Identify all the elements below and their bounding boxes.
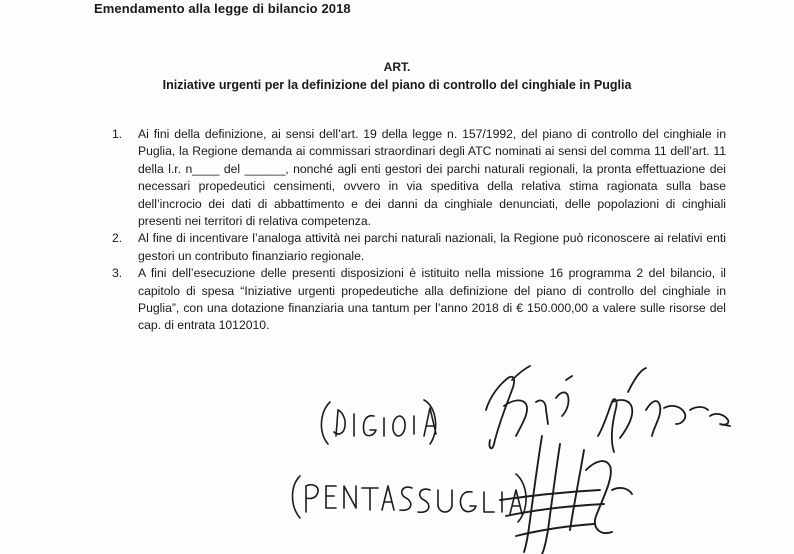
item-text: Ai fini della definizione, ai sensi dell’art. 19 della legge n. 157/1992, del piano di controllo del cinghiale in Puglia, la Regione demanda ai commissari straordinari degli ATC nominati ai sensi del comma 11 dell’art. 11 della l.r. n____ del ______, nonché agli enti gestori dei parchi naturali regionali, la pronta effettuazione dei necessari propedeutici censimenti, ovvero in via speditiva della relativa stima ragionata sulla base dell’incrocio dei dati di abbattimento e dei danni da cinghiale denunciati, delle popolazioni di cinghiali presenti nei territori di relativa competenza. — [138, 127, 726, 229]
article-label: ART. — [383, 60, 411, 74]
item-text: Al fine di incentivare l’analoga attività nei parchi naturali nazionali, la Regione può riconoscere ai relativi enti gestori un contributo finanziario regionale. — [138, 231, 726, 263]
item-text: A fini dell’esecuzione delle presenti disposizioni è istituito nella missione 16 programma 2 del bilancio, il capitolo di spesa “Iniziative urgenti propedeutiche alla definizione del piano di controllo del cinghiale in Puglia”, con una dotazione finanziaria una tantum per l’anno 2018 di € 150.000,00 a valere sulle risorse del cap. di entrata 1012010. — [138, 266, 726, 333]
article-item-1 — [112, 126, 726, 230]
ink-strokes — [293, 366, 731, 554]
handwritten-signatures — [0, 340, 794, 554]
item-number: 1. — [112, 127, 123, 141]
item-number: 2. — [112, 231, 123, 246]
signature-scrawl-2 — [598, 368, 730, 452]
signature-scrawl-3 — [500, 436, 632, 554]
article-item-3 — [112, 265, 726, 335]
article-title: Iniziative urgenti per la definizione del piano di controllo del cinghiale in Puglia — [162, 78, 632, 92]
signature-name-di-gioia — [321, 400, 436, 444]
article-items — [112, 126, 726, 335]
signature-name-pentassuglia — [293, 474, 527, 522]
signatures-area — [0, 340, 794, 554]
item-number: 3. — [112, 266, 123, 281]
signature-scrawl-1 — [486, 366, 572, 448]
document-header: Emendamento alla legge di bilancio 2018 — [94, 1, 351, 16]
article-item-2 — [112, 230, 726, 265]
